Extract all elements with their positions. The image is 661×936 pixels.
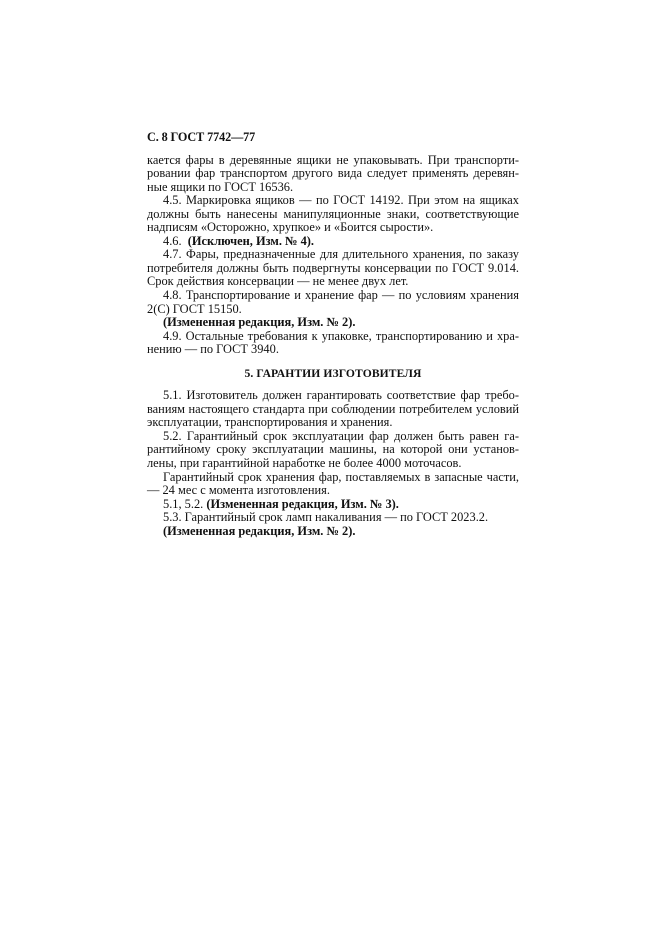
text-line: 2(С) ГОСТ 15150. — [147, 301, 242, 316]
text-line: эксплуатации, транспортирования и хранения. — [147, 415, 393, 430]
text-line — [147, 498, 519, 512]
text-line: рантийному сроку эксплуатации машины, на которой они установ- — [147, 442, 519, 457]
paragraph-4-8-note — [147, 316, 519, 330]
paragraph-4-4-continuation — [147, 154, 519, 195]
paragraph-4-8 — [147, 289, 519, 316]
text-line: 5.3. Гарантийный срок ламп накаливания — по ГОСТ 2023.2. — [163, 510, 489, 525]
text-line: ные ящики по ГОСТ 16536. — [147, 179, 294, 194]
text-line: надписям «Осторожно, хрупкое» и «Боится сырости». — [147, 220, 434, 235]
text-line: 4.9. Остальные требования к упаковке, транспортированию и хра- — [163, 328, 519, 343]
text-line: ровании фар транспортом другого вида следует применять деревян- — [147, 166, 519, 181]
text-line: Срок действия консервации — не менее двух лет. — [147, 274, 409, 289]
text-line: кается фары в деревянные ящики не упаковывать. При транспорти- — [147, 152, 519, 167]
text-line: должны быть нанесены манипуляционные знаки, соответствующие — [147, 206, 519, 221]
paragraph-5-2 — [147, 430, 519, 471]
clause-number: 4.6. — [163, 233, 182, 248]
text-line: — 24 мес с момента изготовления. — [147, 483, 330, 498]
paragraph-4-6 — [147, 235, 519, 249]
text-line — [147, 235, 519, 249]
paragraph-5-3-note — [147, 525, 519, 539]
text-line: Гарантийный срок хранения фар, поставляемых в запасные части, — [163, 469, 519, 484]
document-page — [147, 131, 519, 538]
section-5-heading: 5. ГАРАНТИИ ИЗГОТОВИТЕЛЯ — [244, 366, 422, 380]
clause-number: 5.1, 5.2. — [163, 496, 204, 511]
paragraph-5-2-storage — [147, 471, 519, 498]
text-line: 5.2. Гарантийный срок эксплуатации фар должен быть равен га- — [163, 428, 519, 443]
text-line: нению — по ГОСТ 3940. — [147, 342, 279, 357]
text-line: 4.8. Транспортирование и хранение фар — по условиям хранения — [163, 288, 519, 303]
text-line: потребителя должны быть подвергнуты консервации по ГОСТ 9.014. — [147, 260, 519, 275]
paragraph-4-5 — [147, 194, 519, 235]
paragraph-5-1 — [147, 389, 519, 430]
running-head: С. 8 ГОСТ 7742—77 — [147, 130, 256, 144]
paragraph-4-7 — [147, 248, 519, 289]
text-line: 5.1. Изготовитель должен гарантировать соответствие фар требо- — [163, 388, 519, 403]
text-line: 4.7. Фары, предназначенные для длительного хранения, по заказу — [163, 247, 519, 262]
paragraph-4-9 — [147, 330, 519, 357]
text-line: 4.5. Маркировка ящиков — по ГОСТ 14192. При этом на ящиках — [163, 193, 519, 208]
amendment-note: (Исключен, Изм. № 4). — [187, 233, 315, 248]
paragraph-5-1-5-2-note — [147, 498, 519, 512]
amendment-note: (Измененная редакция, Изм. № 3). — [206, 496, 399, 511]
paragraph-5-3 — [147, 511, 519, 525]
amendment-note: (Измененная редакция, Изм. № 2). — [163, 315, 356, 330]
text-line: лены, при гарантийной наработке не более 4000 моточасов. — [147, 456, 462, 471]
amendment-note: (Измененная редакция, Изм. № 2). — [163, 523, 356, 538]
text-line: ваниям настоящего стандарта при соблюдении потребителем условий — [147, 401, 519, 416]
